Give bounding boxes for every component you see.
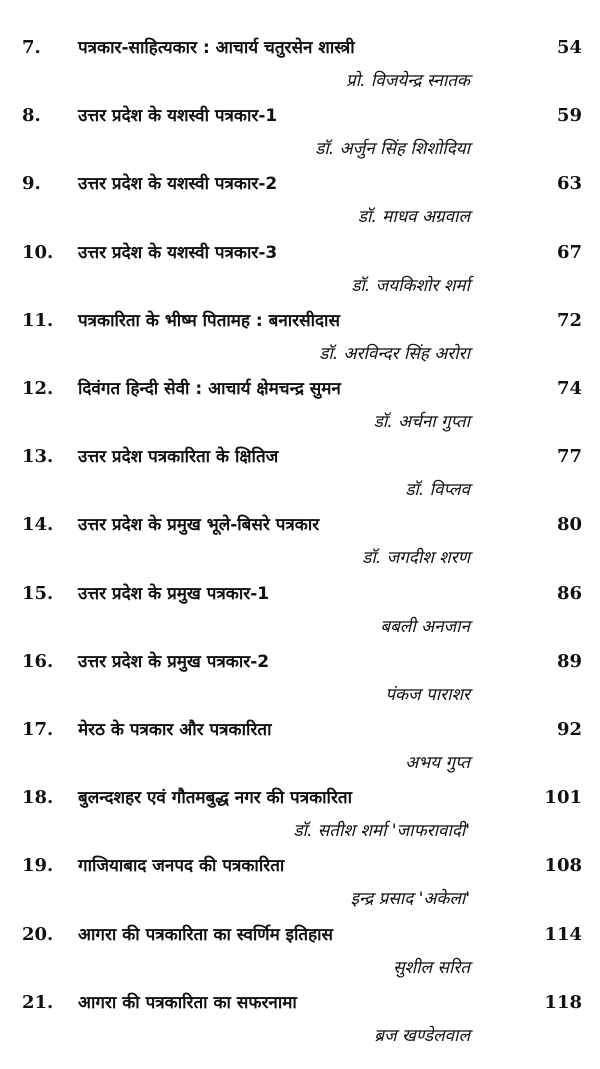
entry-page-number: 77 xyxy=(556,446,582,468)
entry-page-number: 118 xyxy=(544,991,582,1013)
entry-title: उत्तर प्रदेश के प्रमुख पत्रकार-2 xyxy=(78,651,270,672)
entry-title: बुलन्दशहर एवं गौतमबुद्ध नगर की पत्रकारिता xyxy=(78,788,352,809)
entry-number: 20. xyxy=(22,923,54,945)
entry-author: सुशील सरित xyxy=(393,957,470,978)
toc-entry xyxy=(0,444,600,512)
toc-entry xyxy=(0,171,600,239)
entry-title: उत्तर प्रदेश के प्रमुख भूले-बिसरे पत्रकार xyxy=(78,515,320,536)
entry-page-number: 114 xyxy=(544,923,582,945)
entry-number: 19. xyxy=(22,855,54,877)
toc-entry xyxy=(0,512,600,580)
entry-number: 7. xyxy=(22,37,41,58)
entry-number: 12. xyxy=(22,378,54,399)
entry-page-number: 92 xyxy=(556,719,582,740)
toc-entry xyxy=(0,581,600,649)
entry-number: 18. xyxy=(22,787,54,809)
entry-title: उत्तर प्रदेश के यशस्वी पत्रकार-2 xyxy=(78,174,278,195)
entry-number: 17. xyxy=(22,719,54,740)
entry-author: डॉ. अर्चना गुप्ता xyxy=(373,412,470,432)
toc-entry xyxy=(0,103,600,171)
entry-page-number: 80 xyxy=(556,514,582,536)
entry-title: आगरा की पत्रकारिता का सफरनामा xyxy=(78,992,297,1013)
toc-entry xyxy=(0,35,600,103)
entry-title: दिवंगत हिन्दी सेवी : आचार्य क्षेमचन्द्र सुमन xyxy=(78,379,341,399)
entry-author: डॉ. अर्जुन सिंह शिशोदिया xyxy=(315,139,470,160)
entry-page-number: 72 xyxy=(556,309,582,331)
entry-title: मेरठ के पत्रकार और पत्रकारिता xyxy=(78,720,272,740)
entry-author: डॉ. अरविन्दर सिंह अरोरा xyxy=(319,343,470,364)
entry-number: 16. xyxy=(22,650,54,672)
entry-page-number: 74 xyxy=(556,378,582,399)
entry-number: 8. xyxy=(22,105,41,127)
entry-title: उत्तर प्रदेश पत्रकारिता के क्षितिज xyxy=(78,447,279,468)
entry-author: ब्रज खण्डेलवाल xyxy=(374,1025,470,1046)
toc-entry xyxy=(0,990,600,1058)
entry-author: डॉ. जगदीश शरण xyxy=(362,548,470,569)
entry-number: 21. xyxy=(22,991,54,1013)
entry-page-number: 63 xyxy=(556,173,582,195)
toc-entry xyxy=(0,308,600,376)
entry-page-number: 59 xyxy=(556,105,582,127)
toc-entry xyxy=(0,240,600,308)
toc-entry xyxy=(0,922,600,990)
entry-number: 11. xyxy=(22,309,54,331)
entry-number: 15. xyxy=(22,582,54,604)
entry-author: इन्द्र प्रसाद 'अकेला' xyxy=(350,889,470,910)
toc-entry xyxy=(0,853,600,921)
entry-author: डॉ. विप्लव xyxy=(405,480,470,501)
toc-entry xyxy=(0,376,600,444)
toc-entry xyxy=(0,717,600,785)
entry-page-number: 54 xyxy=(556,37,582,58)
entry-author: डॉ. माधव अग्रवाल xyxy=(357,207,470,228)
entry-page-number: 108 xyxy=(544,855,582,877)
entry-author: प्रो. विजयेन्द्र स्नातक xyxy=(346,71,470,91)
entry-page-number: 101 xyxy=(544,787,582,809)
entry-title: पत्रकारिता के भीष्म पितामह : बनारसीदास xyxy=(78,310,340,331)
entry-number: 9. xyxy=(22,173,41,195)
entry-title: उत्तर प्रदेश के प्रमुख पत्रकार-1 xyxy=(78,583,270,604)
toc-entry xyxy=(0,649,600,717)
entry-title: गाजियाबाद जनपद की पत्रकारिता xyxy=(78,856,285,877)
entry-author: अभय गुप्त xyxy=(405,753,470,773)
entry-author: बबली अनजान xyxy=(380,616,470,637)
toc-entry xyxy=(0,785,600,853)
entry-title: आगरा की पत्रकारिता का स्वर्णिम इतिहास xyxy=(78,924,334,945)
entry-page-number: 86 xyxy=(556,582,582,604)
entry-title: उत्तर प्रदेश के यशस्वी पत्रकार-3 xyxy=(78,242,278,263)
entry-title: उत्तर प्रदेश के यशस्वी पत्रकार-1 xyxy=(78,106,278,127)
entry-author: पंकज पाराशर xyxy=(385,684,470,705)
entry-page-number: 89 xyxy=(556,650,582,672)
entry-title: पत्रकार-साहित्यकार : आचार्य चतुरसेन शास्त्री xyxy=(78,38,355,58)
entry-number: 13. xyxy=(22,446,54,468)
entry-page-number: 67 xyxy=(556,241,582,263)
entry-author: डॉ. जयकिशोर शर्मा xyxy=(351,275,470,296)
entry-number: 14. xyxy=(22,514,54,536)
entry-author: डॉ. सतीश शर्मा 'जाफरावादी' xyxy=(293,821,470,842)
entry-number: 10. xyxy=(22,241,54,263)
